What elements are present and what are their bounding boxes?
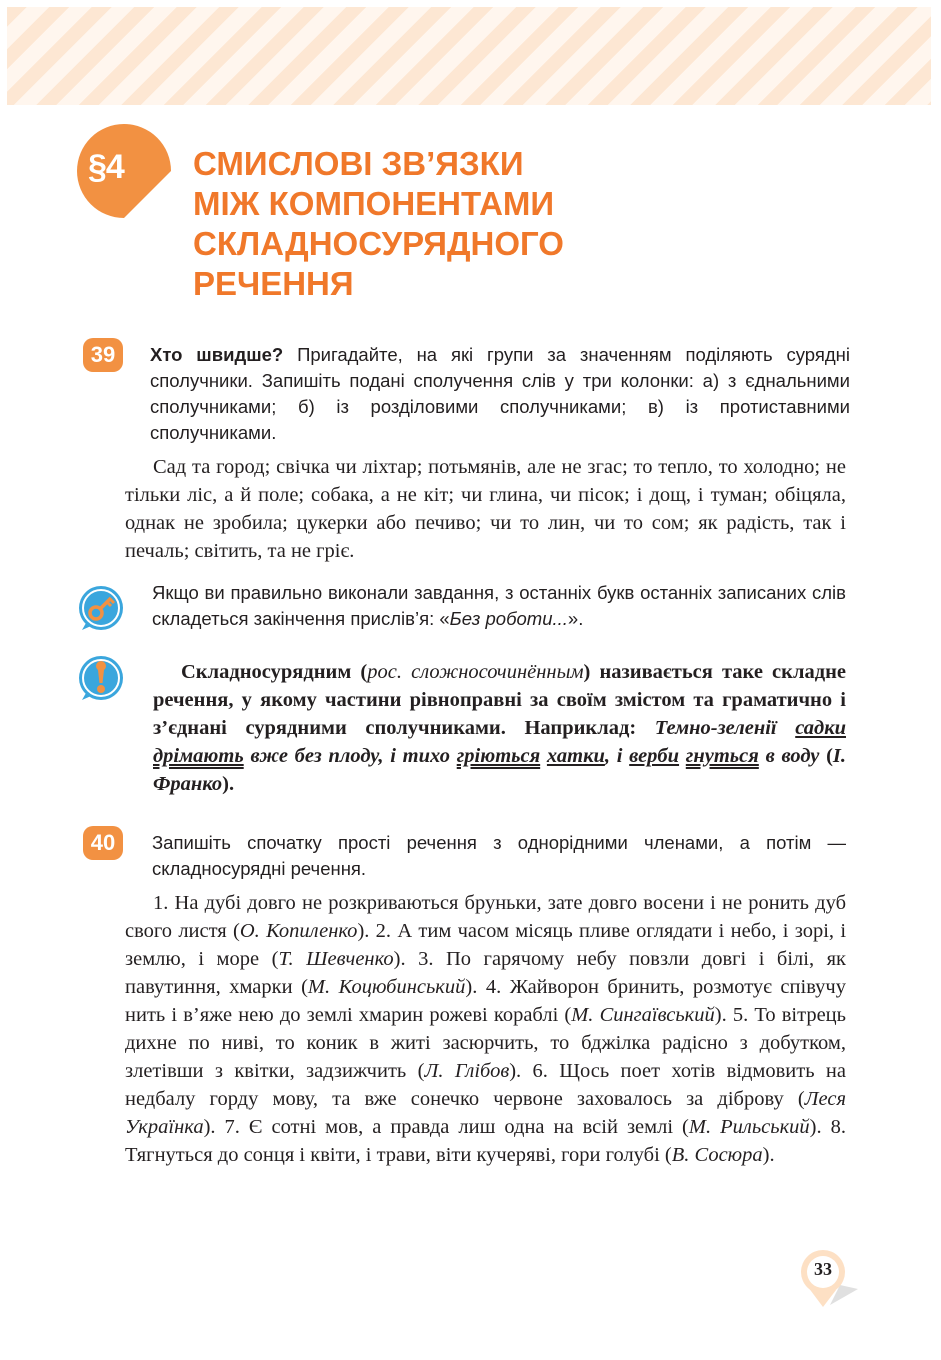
key-note-proverb: Без роботи...: [449, 608, 568, 629]
sentence-3: ). 3. По гарячому небу повзли довгі і білі, як павутиння, хмарки (: [125, 948, 846, 998]
exercise-39-lead: Хто швидше?: [150, 344, 284, 365]
exercise-40-text: [125, 889, 846, 1169]
author-4: М. Сингаївський: [571, 1004, 715, 1026]
rule-paren-close: ): [583, 661, 591, 683]
author-3: М. Коцюбинський: [307, 976, 466, 998]
author-1: О. Копиленко: [239, 920, 358, 942]
example-author: І. Франко: [153, 745, 846, 795]
sentence-end: ).: [762, 1144, 775, 1166]
author-8: В. Сосюра: [671, 1144, 763, 1166]
example-subject-sadky: садки: [795, 717, 846, 739]
sentence-4: ). 4. Жайворон бринить, розмотує співучу нить і в’яже нею до землі хмарин рожеві кораблі (: [125, 976, 846, 1026]
exercise-number-39: 39: [83, 338, 123, 372]
author-7: М. Рильський: [688, 1116, 810, 1138]
rule-ros-term: сложносочинённым: [402, 661, 584, 683]
author-2: Т. Шевченко: [278, 948, 394, 970]
sentence-5: ). 5. То вітрець дихне по ниві, то коник в житі засюрчить, то бджілка радісно з добутком, злетівши з квітки, задзижчить (: [125, 1004, 847, 1082]
rule-term: Складносурядним: [181, 661, 352, 683]
example-author-close: ).: [222, 773, 235, 795]
sentence-7: ). 7. Є сотні мов, а правда лиш одна на всій землі (: [203, 1116, 689, 1138]
example-part-3: вже без плоду, і тихо: [243, 745, 457, 767]
key-note-body: Якщо ви правильно виконали завдання, з останніх букв останніх записаних слів складеться закінчення прислів’я: «: [152, 582, 846, 629]
exercise-39-word-list: Сад та город; свічка чи ліхтар; потьмянів, але не згас; то тепло, то холодно; не тільки ліс, а й поле; собака, а не кіт; чи глина, чи пісок; і дощ, і туман; обіцяла, однак не зробила; цукерки або печиво; чи то лин, чи то сом; як радість, так і печаль; світить, та не гріє.: [125, 456, 846, 562]
example-predicate-hnutsia: гнуться: [685, 745, 759, 767]
exercise-39-text: [125, 453, 846, 565]
sentence-6: ). 6. Щось поет хотів відмовить на недбалу горду мову, та вже сонечко червоне заховалось за діброву (: [125, 1060, 847, 1110]
example-part-7: в воду: [758, 745, 820, 767]
exclamation-icon: [76, 653, 126, 703]
example-predicate-hriiutsia: гріються: [456, 745, 541, 767]
example-author-open: (: [819, 745, 833, 767]
title-line-1: СМИСЛОВІ ЗВ’ЯЗКИ: [193, 145, 524, 182]
header-stripe-band: [7, 7, 931, 105]
key-note-end: ».: [567, 608, 584, 629]
title-line-3: СКЛАДНОСУРЯДНОГО: [193, 225, 564, 262]
example-subject-verby: верби: [629, 745, 680, 767]
example-part-1: Темно-зеленії: [654, 717, 796, 739]
example-part-4: [540, 745, 547, 767]
page-number: 33: [814, 1259, 832, 1279]
example-part-5: , і: [604, 745, 630, 767]
chapter-title: [193, 144, 653, 304]
key-icon: [76, 583, 126, 633]
example-subject-khatky: хатки: [546, 745, 605, 767]
key-note-text: [152, 580, 846, 632]
section-number: §4: [88, 148, 124, 186]
exercise-number-40: 40: [83, 826, 123, 860]
exercise-39-instruction: Пригадайте, на які групи за значенням поділяють сурядні сполучники. Запишіть подані сполучення слів у три колонки: а) з єднальними сполучниками; б) із розділовими сполучниками; в) із протиставними сполучниками.: [150, 344, 850, 443]
author-6: Леся Українка: [125, 1088, 846, 1138]
sentence-1: 1. На дубі довго не розкриваються бруньки, зате довго восени і не ронить дуб свого листя (: [125, 892, 846, 942]
title-line-4: РЕЧЕННЯ: [193, 265, 354, 302]
author-5: Л. Глібов: [424, 1060, 510, 1082]
sentence-2: ). 2. А тим часом місяць пливе оглядати і небо, і зорі, і землю, і море (: [125, 920, 847, 970]
title-line-2: МІЖ КОМПОНЕНТАМИ: [193, 185, 555, 222]
example-predicate-drimaiut: дрімають: [153, 745, 244, 767]
rule-ros: рос.: [367, 661, 402, 683]
rule-definition-text: називається таке складне речення, у якому частини рівноправні за своїм змістом та граматично і з’єднані сурядними сполучниками. Наприклад:: [153, 661, 846, 739]
exercise-40-task: Запишіть спочатку прості речення з однорідними членами, а потім — складносурядні речення.: [152, 832, 846, 879]
exercise-39-task: [150, 342, 850, 446]
rule-paren-open: (: [351, 661, 368, 683]
rule-definition: [153, 658, 846, 798]
sentence-8: ). 8. Тягнуться до сонця і квіти, і трави, віти кучеряві, гори голубі (: [125, 1116, 847, 1166]
example-part-6: [679, 745, 686, 767]
